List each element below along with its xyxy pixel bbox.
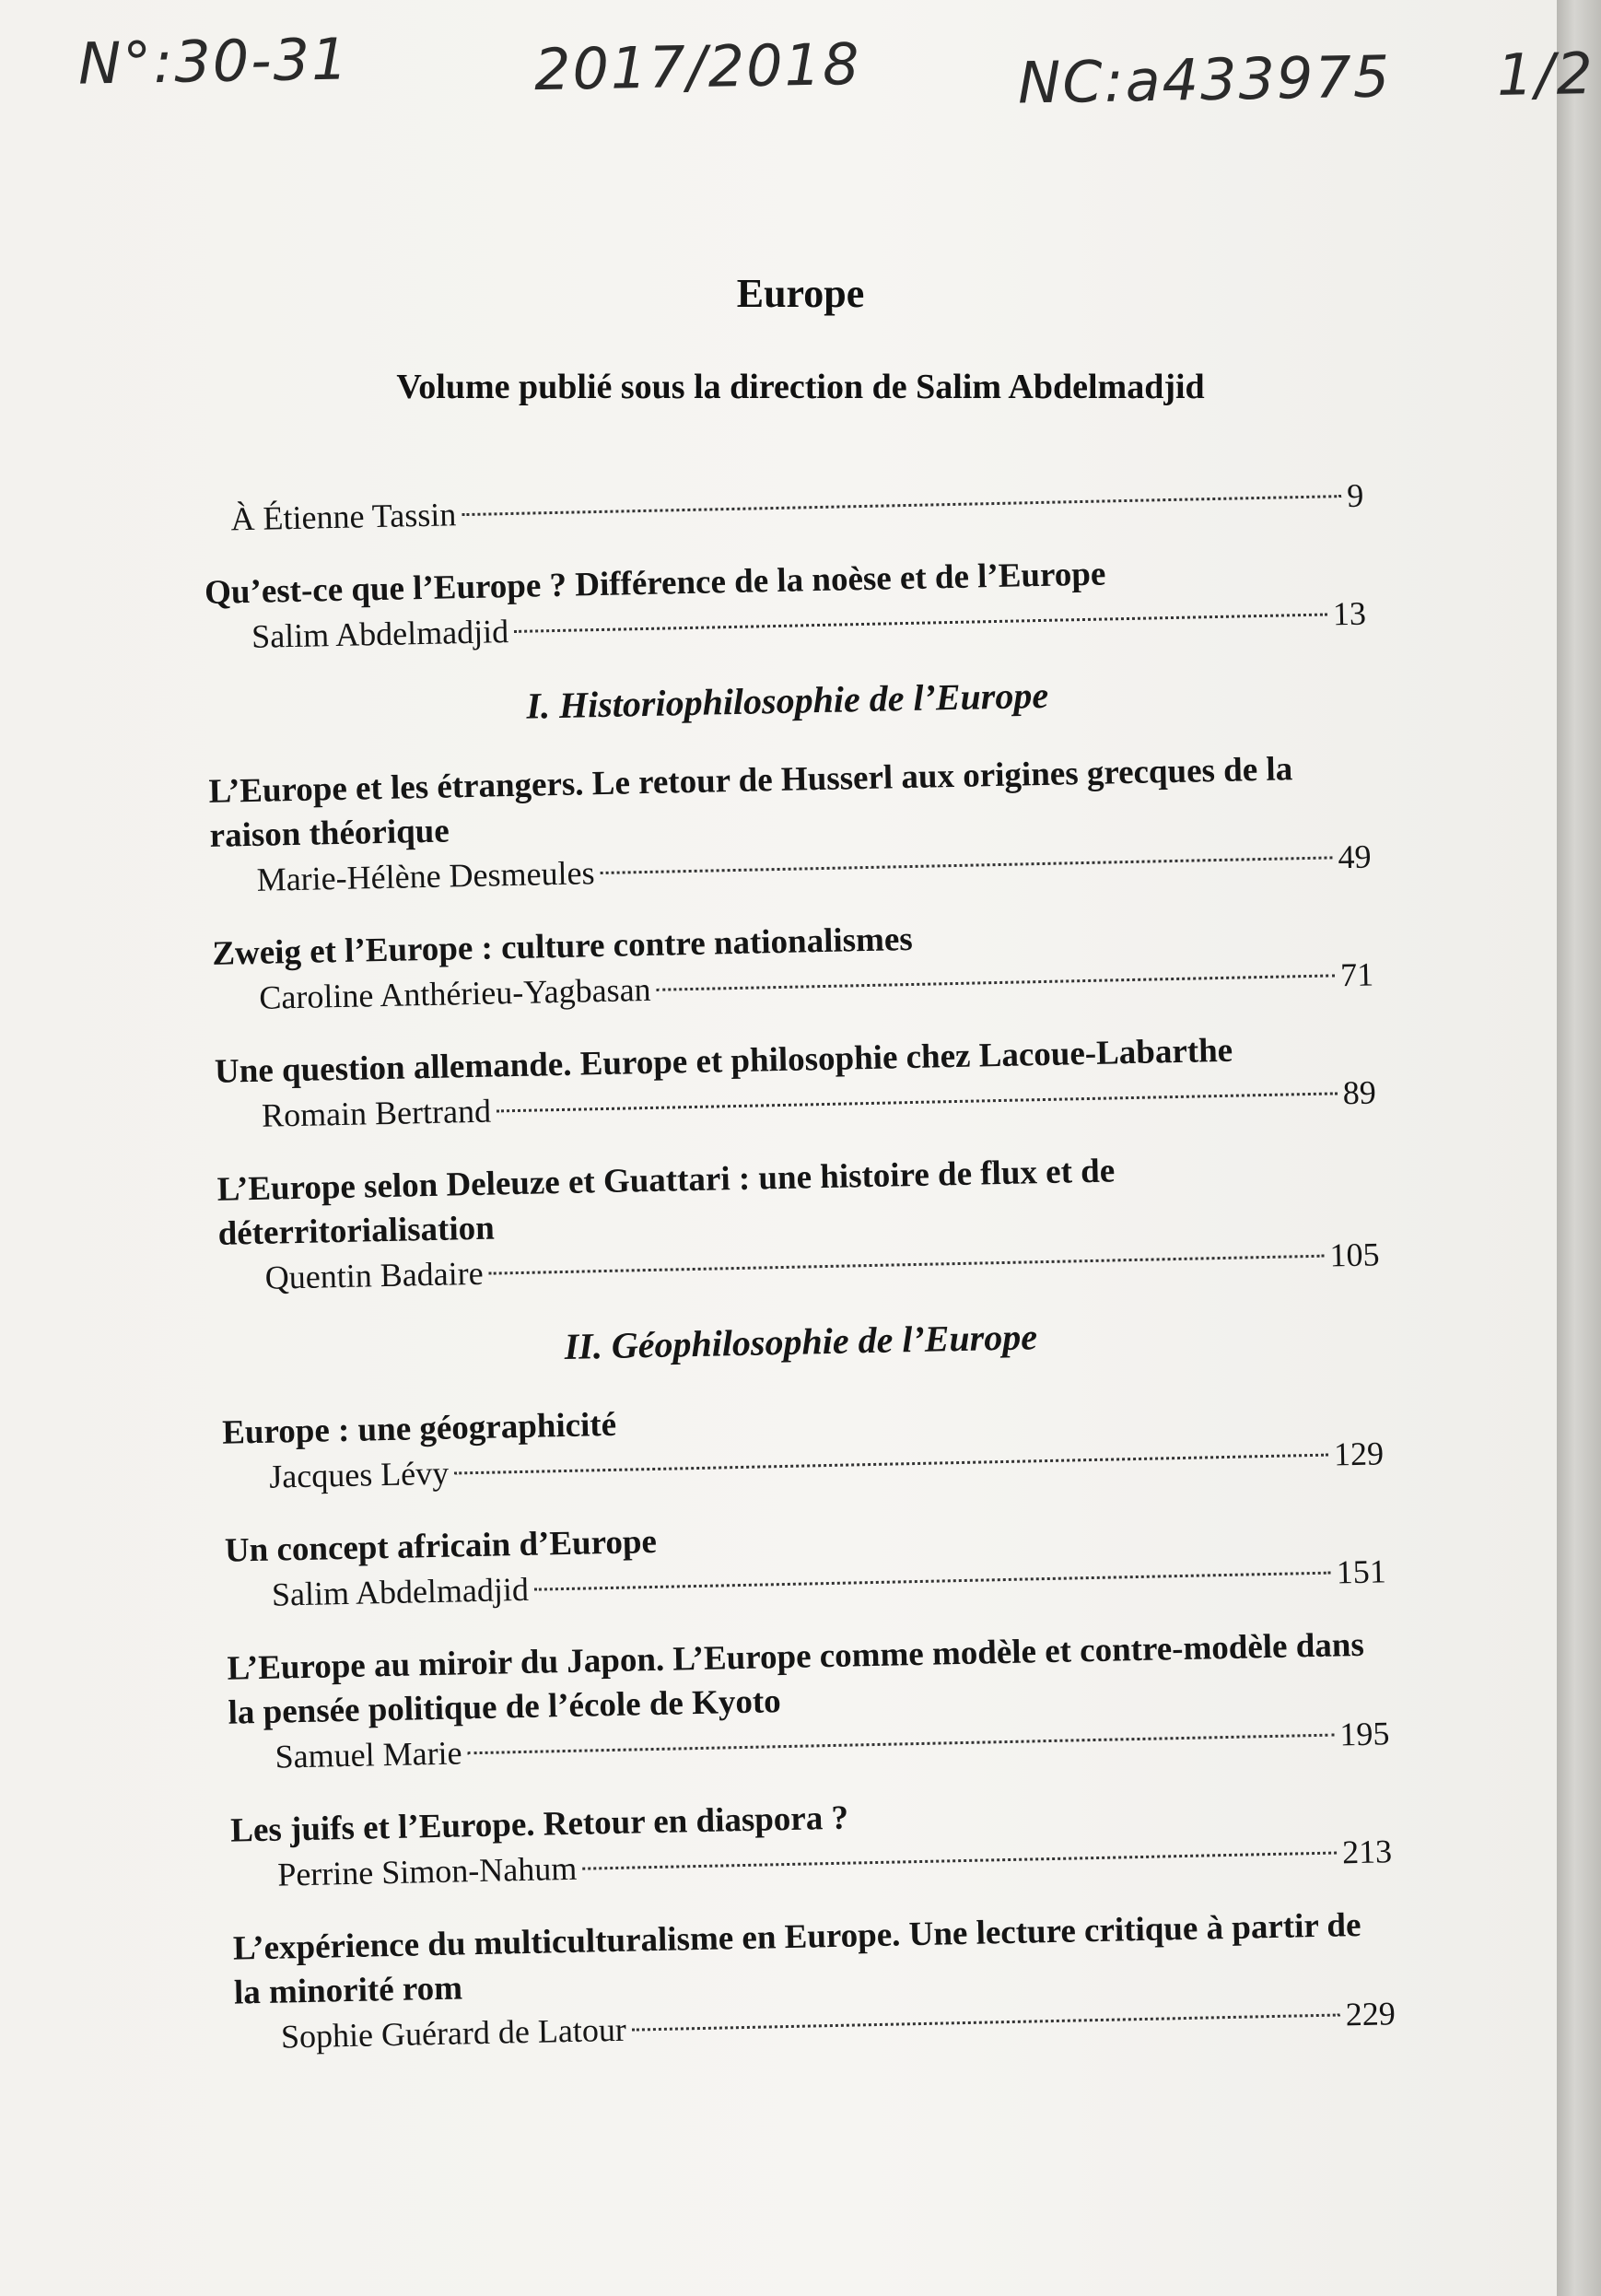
toc-entry: [227, 1622, 1390, 1779]
handwritten-annotations: [77, 25, 1595, 129]
dot-leader: [489, 1255, 1325, 1275]
toc-entry-author: Salim Abdelmadjid: [251, 613, 509, 655]
toc-entry: [205, 547, 1367, 660]
toc-entry-page: 89: [1342, 1073, 1377, 1112]
toc-entry-title: L’Europe au miroir du Japon. L’Europe comme modèle et contre-modèle dans la pensée politique de l’école de Kyoto: [227, 1625, 1365, 1732]
dot-leader: [454, 1454, 1328, 1475]
dot-leader: [497, 1092, 1338, 1112]
toc-entry-page: 105: [1329, 1236, 1380, 1274]
toc-entry-title: Une question allemande. Europe et philosophie chez Lacoue-Labarthe: [214, 1031, 1233, 1091]
page-edge: [1557, 0, 1601, 2296]
toc-entry-title: L’expérience du multiculturalisme en Europe. Une lecture critique à partir de la minorité rom: [232, 1906, 1361, 2012]
toc-entry: [233, 1903, 1396, 2059]
toc-entry-author: À Étienne Tassin: [230, 496, 457, 538]
toc-entry-author: Samuel Marie: [275, 1734, 462, 1775]
toc-entry-author: Caroline Anthérieu-Yagbasan: [258, 970, 651, 1016]
toc-entry-author: Jacques Lévy: [268, 1454, 450, 1495]
toc-entry-page: 9: [1346, 476, 1364, 514]
toc-entry-page: 71: [1339, 955, 1374, 994]
toc-entry-title: Les juifs et l’Europe. Retour en diaspora ?: [229, 1798, 849, 1850]
handwritten-number: N°:30-31: [77, 25, 351, 98]
toc-entry-author: Marie-Hélène Desmeules: [256, 854, 595, 898]
toc-entry-page: 13: [1332, 594, 1367, 633]
toc-entry: [212, 908, 1374, 1021]
toc-entry: [230, 1785, 1393, 1897]
toc-entry: [215, 1025, 1377, 1138]
toc-entry-title: L’Europe et les étrangers. Le retour de Husserl aux origines grecques de la raison théorique: [208, 750, 1293, 855]
toc-entry-title: Un concept africain d’Europe: [224, 1522, 658, 1570]
toc-entry-page: 151: [1336, 1552, 1387, 1591]
toc-entry-page: 229: [1345, 1995, 1396, 2033]
toc-entry-page: 213: [1341, 1833, 1393, 1871]
handwritten-year: 2017/2018: [533, 29, 862, 104]
toc-entry-author: Perrine Simon-Nahum: [276, 1849, 578, 1893]
handwritten-part: 1/2: [1496, 40, 1595, 109]
dot-leader: [632, 2014, 1340, 2032]
book-title: Europe: [736, 271, 865, 316]
toc-entry: [224, 1505, 1386, 1617]
book-subtitle: Volume publié sous la direction de Salim Abdelmadjid: [396, 368, 1205, 406]
toc-entry-title: L’Europe selon Deleuze et Guattari : une histoire de flux et de déterritorialisation: [216, 1152, 1116, 1253]
handwritten-nc: NC:a433975: [1017, 42, 1392, 117]
dot-leader: [657, 974, 1336, 990]
toc-entry-author: Sophie Guérard de Latour: [280, 2010, 627, 2056]
section-heading: I. Historiophilosophie de l’Europe: [525, 674, 1049, 727]
toc-entry-page: 195: [1338, 1715, 1390, 1753]
toc-entry-author: Quentin Badaire: [264, 1254, 485, 1296]
toc-entry-page: 49: [1338, 838, 1372, 876]
toc-entry: [208, 746, 1372, 903]
toc-entry: [222, 1387, 1385, 1499]
dot-leader: [468, 1734, 1335, 1755]
toc-entry-title: Qu’est-ce que l’Europe ? Différence de la noèse et de l’Europe: [204, 555, 1106, 612]
toc-entry-author: Romain Bertrand: [261, 1092, 492, 1134]
section-heading: II. Géophilosophie de l’Europe: [564, 1316, 1038, 1367]
dot-leader: [514, 613, 1327, 632]
toc-entry-title: Europe : une géographicité: [221, 1405, 617, 1452]
toc-entry: [216, 1143, 1380, 1300]
toc-entry-title: Zweig et l’Europe : culture contre nationalismes: [211, 920, 914, 973]
dot-leader: [534, 1572, 1331, 1591]
table-of-contents: [203, 474, 1396, 2090]
toc-entry-author: Salim Abdelmadjid: [271, 1570, 530, 1613]
toc-entry-page: 129: [1333, 1435, 1385, 1473]
dot-leader: [462, 495, 1341, 516]
dot-leader: [600, 856, 1332, 874]
dot-leader: [582, 1852, 1337, 1870]
